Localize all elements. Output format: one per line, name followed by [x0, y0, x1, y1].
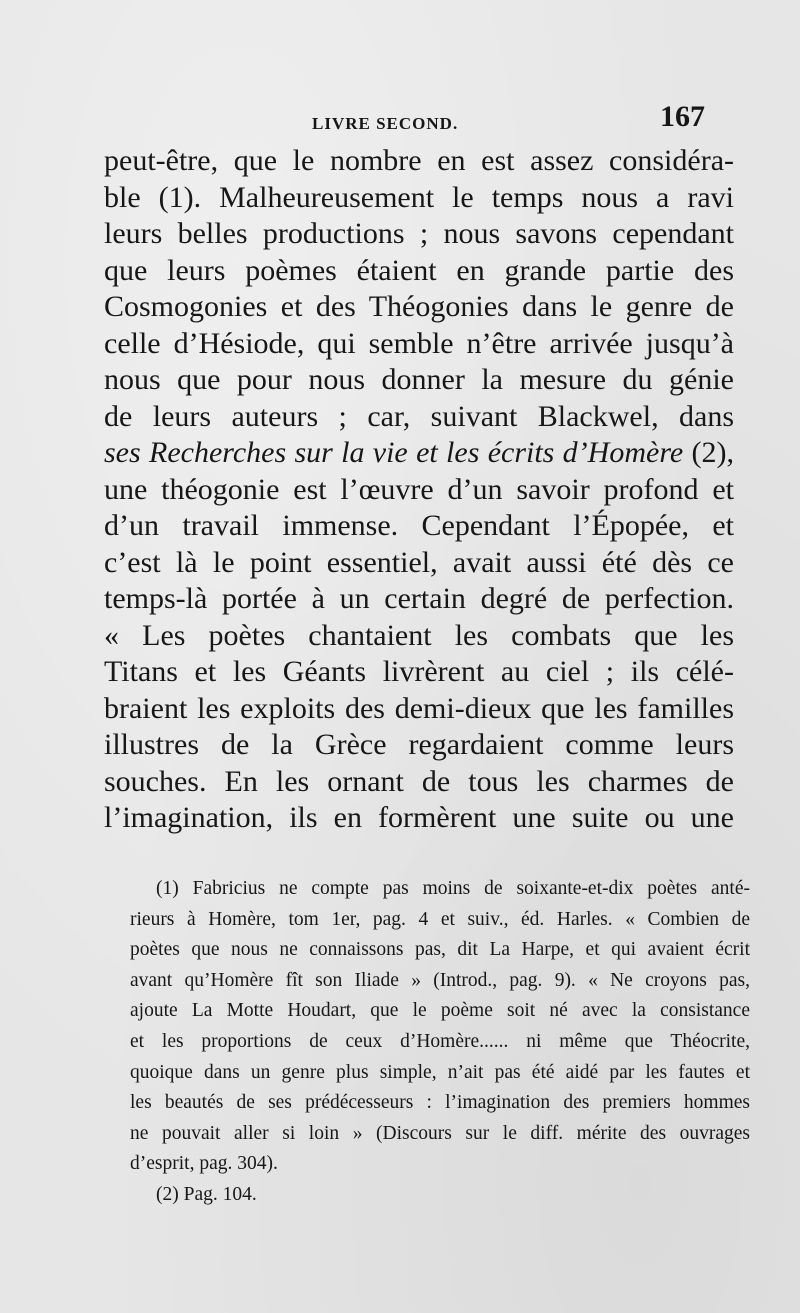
footnote-ref: (2),	[683, 436, 735, 469]
text-line: une théogonie est l’œuvre d’un savoir profond et	[104, 472, 734, 506]
footnote-line: poètes que nous ne connaissons pas, dit La Harpe, et qui avaient écrit	[130, 939, 750, 961]
text-line: leurs belles productions ; nous savons cependant	[104, 217, 734, 250]
footnote-line: quoique dans un genre plus simple, n’ait pas été aidé par les fautes et	[130, 1061, 750, 1083]
text-line: peut-être, que le nombre en est assez considéra-	[104, 144, 734, 177]
text-line: ble (1). Malheureusement le temps nous a ravi	[104, 180, 734, 214]
text-line: de leurs auteurs ; car, suivant Blackwel, dans	[104, 399, 734, 433]
footnote-line: (2) Pag. 104.	[156, 1183, 257, 1205]
footnote-line: avant qu’Homère fît son Iliade » (Introd., pag. 9). « Ne croyons pas,	[130, 969, 750, 991]
footnote-line: les beautés de ses prédécesseurs : l’imagination des premiers hommes	[130, 1092, 750, 1114]
italic-book-title: ses Recherches sur la vie et les écrits d’Homère	[104, 436, 684, 469]
footnote-line: rieurs à Homère, tom 1er, pag. 4 et suiv., éd. Harles. « Combien de	[130, 908, 750, 930]
text-line: c’est là le point essentiel, avait aussi été dès ce	[104, 545, 734, 579]
footnote-line: ne pouvait aller si loin » (Discours sur le diff. mérite des ouvrages	[130, 1122, 750, 1144]
text-line: l’imagination, ils en formèrent une suite ou une	[104, 801, 734, 834]
text-line: souches. En les ornant de tous les charmes de	[104, 764, 734, 798]
footnote-line: (1) Fabricius ne compte pas moins de soixante-et-dix poètes anté-	[156, 878, 750, 899]
footnote-line: d’esprit, pag. 304).	[130, 1153, 278, 1175]
text-line: Titans et les Géants livrèrent au ciel ; ils célé-	[104, 655, 734, 688]
footnote-line: ajoute La Motte Houdart, que le poème soit né avec la consistance	[130, 1000, 750, 1022]
text-line: illustres de la Grèce regardaient comme leurs	[104, 728, 734, 761]
text-line: d’un travail immense. Cependant l’Épopée, et	[104, 509, 734, 542]
page-number: 167	[660, 100, 705, 133]
text-line: « Les poètes chantaient les combats que les	[104, 618, 734, 652]
running-title: LIVRE SECOND.	[312, 114, 459, 133]
text-line: temps-là portée à un certain degré de perfection.	[104, 582, 734, 615]
text-line: braient les exploits des demi-dieux que les familles	[104, 691, 734, 725]
footnote-line: et les proportions de ceux d’Homère...... ni même que Théocrite,	[130, 1030, 750, 1052]
text-line: Cosmogonies et des Théogonies dans le genre de	[104, 290, 734, 323]
text-line: nous que pour nous donner la mesure du génie	[104, 363, 734, 396]
page-header	[0, 100, 800, 140]
main-text	[104, 143, 734, 837]
text-line: celle d’Hésiode, qui semble n’être arrivée jusqu’à	[104, 326, 734, 360]
text-line: que leurs poèmes étaient en grande partie des	[104, 253, 734, 287]
text-line-with-italic-title	[104, 435, 734, 472]
footnotes	[130, 874, 750, 1211]
